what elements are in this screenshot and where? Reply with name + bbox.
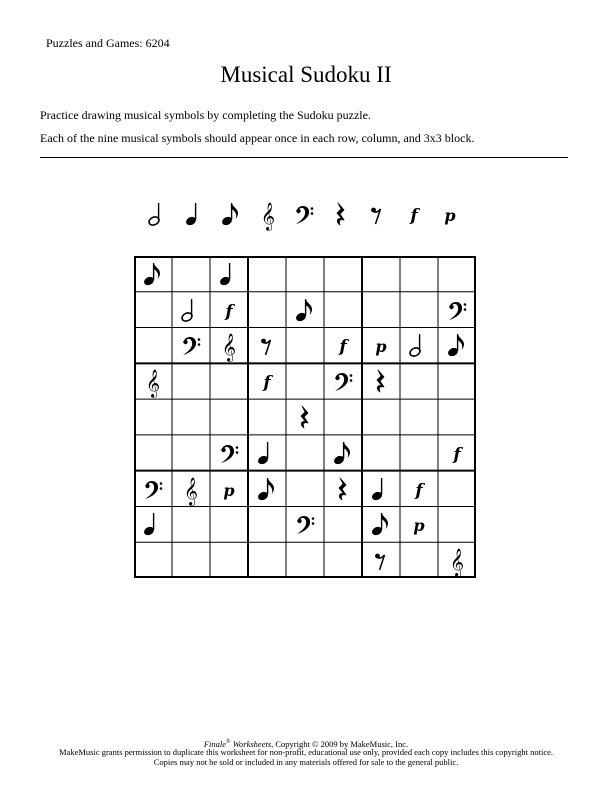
cell-r3-c6 (325, 327, 363, 365)
legend-item-eighth-rest (359, 196, 395, 232)
cell-r5-c4[interactable] (249, 399, 287, 437)
svg-text:𝄞: 𝄞 (449, 548, 465, 577)
cell-r8-c4[interactable] (249, 506, 287, 544)
piano-icon (363, 327, 399, 363)
cell-r1-c7[interactable] (363, 256, 401, 294)
finale-brand: Finale (203, 738, 227, 749)
cell-r8-c6[interactable] (325, 506, 363, 544)
cell-r4-c6 (325, 363, 363, 401)
cell-r7-c1 (135, 471, 173, 509)
svg-text:p: p (375, 337, 387, 357)
worksheets-word: Worksheets (230, 738, 272, 749)
legend-item-quarter-note (177, 196, 213, 232)
cell-r1-c5[interactable] (287, 256, 325, 294)
svg-text:p: p (444, 206, 456, 225)
cell-r9-c4[interactable] (249, 542, 287, 580)
half-note-icon (401, 327, 437, 363)
bass-clef-icon (439, 292, 475, 328)
cell-r7-c6 (325, 471, 363, 509)
cell-r9-c3[interactable] (211, 542, 249, 580)
forte-icon (439, 435, 475, 471)
sudoku-cells (134, 256, 476, 578)
cell-r2-c3 (211, 292, 249, 330)
cell-r5-c5 (287, 399, 325, 437)
svg-text:f: f (415, 480, 423, 501)
quarter-note-icon (249, 435, 285, 471)
cell-r6-c8[interactable] (401, 435, 439, 473)
quarter-note-icon (135, 506, 171, 542)
forte-icon (211, 292, 247, 328)
half-note-icon (140, 196, 176, 232)
sale-notice: Copies may not be sold or included in any materials offered for sale to the general public. (153, 757, 459, 767)
bass-clef-icon (135, 471, 171, 507)
cell-r9-c6[interactable] (325, 542, 363, 580)
piano-icon (432, 196, 468, 232)
legend-item-eighth-note (213, 196, 249, 232)
cell-r6-c5[interactable] (287, 435, 325, 473)
cell-r7-c7 (363, 471, 401, 509)
cell-r4-c8[interactable] (401, 363, 439, 401)
bass-clef-icon (287, 506, 323, 542)
cell-r5-c3[interactable] (211, 399, 249, 437)
cell-r4-c2[interactable] (173, 363, 211, 401)
registered-mark: ® (226, 739, 231, 745)
bass-clef-icon (211, 435, 247, 471)
cell-r6-c6 (325, 435, 363, 473)
cell-r8-c1 (135, 506, 173, 544)
page-title: Musical Sudoku II (220, 62, 392, 87)
cell-r8-c7 (363, 506, 401, 544)
bass-clef-icon (173, 327, 209, 363)
cell-r1-c1 (135, 256, 173, 294)
quarter-rest-icon (325, 471, 361, 507)
cell-r9-c8[interactable] (401, 542, 439, 580)
cell-r7-c9[interactable] (439, 471, 477, 509)
cell-r9-c1[interactable] (135, 542, 173, 580)
svg-text:f: f (263, 373, 271, 394)
cell-r1-c9[interactable] (439, 256, 477, 294)
cell-r4-c3[interactable] (211, 363, 249, 401)
cell-r4-c4 (249, 363, 287, 401)
cell-r8-c9[interactable] (439, 506, 477, 544)
cell-r9-c5[interactable] (287, 542, 325, 580)
cell-r2-c5 (287, 292, 325, 330)
eighth-rest-icon (249, 327, 285, 363)
svg-text:𝄞: 𝄞 (221, 333, 237, 362)
worksheet-code: Puzzles and Games: 6204 (46, 36, 170, 50)
cell-r1-c6[interactable] (325, 256, 363, 294)
legend-item-half-note (140, 196, 176, 232)
forte-icon (401, 471, 437, 507)
cell-r1-c8[interactable] (401, 256, 439, 294)
treble-clef-icon (173, 471, 209, 507)
cell-r8-c8 (401, 506, 439, 544)
svg-text:f: f (409, 206, 418, 226)
svg-text:𝄞: 𝄞 (145, 369, 161, 398)
cell-r3-c7 (363, 327, 401, 365)
eighth-note-icon (325, 435, 361, 471)
cell-r9-c7 (363, 542, 401, 580)
cell-r2-c9 (439, 292, 477, 330)
cell-r3-c5[interactable] (287, 327, 325, 365)
cell-r5-c7[interactable] (363, 399, 401, 437)
eighth-note-icon (287, 292, 323, 328)
cell-r5-c1[interactable] (135, 399, 173, 437)
instruction-line-1: Practice drawing musical symbols by completing the Sudoku puzzle. (40, 108, 371, 122)
cell-r6-c3 (211, 435, 249, 473)
cell-r4-c9[interactable] (439, 363, 477, 401)
cell-r2-c6[interactable] (325, 292, 363, 330)
cell-r9-c9 (439, 542, 477, 580)
cell-r3-c8 (401, 327, 439, 365)
cell-r4-c7 (363, 363, 401, 401)
permission-notice: MakeMusic grants permission to duplicate this worksheet for non-profit, educational use only, provided each copy includes this copyright notice. (59, 747, 553, 757)
svg-text:f: f (225, 301, 233, 322)
svg-text:𝄞: 𝄞 (260, 202, 275, 230)
cell-r1-c4[interactable] (249, 256, 287, 294)
cell-r3-c4 (249, 327, 287, 365)
piano-icon (211, 471, 247, 507)
cell-r4-c5[interactable] (287, 363, 325, 401)
cell-r3-c9 (439, 327, 477, 365)
quarter-note-icon (211, 256, 247, 292)
divider-line (40, 157, 568, 158)
treble-clef-icon (135, 363, 171, 399)
eighth-note-icon (439, 327, 475, 363)
cell-r5-c2[interactable] (173, 399, 211, 437)
cell-r6-c7[interactable] (363, 435, 401, 473)
eighth-note-icon (213, 196, 249, 232)
cell-r3-c1[interactable] (135, 327, 173, 365)
cell-r7-c8 (401, 471, 439, 509)
legend-item-piano (432, 196, 468, 232)
copyright-text: , Copyright © 2009 by MakeMusic, Inc. (271, 738, 409, 749)
cell-r2-c1[interactable] (135, 292, 173, 330)
cell-r8-c2[interactable] (173, 506, 211, 544)
eighth-note-icon (363, 506, 399, 542)
treble-clef-icon (439, 542, 475, 578)
svg-text:f: f (453, 444, 461, 465)
cell-r3-c2 (173, 327, 211, 365)
cell-r2-c2 (173, 292, 211, 330)
legend-item-bass-clef (286, 196, 322, 232)
treble-clef-icon (250, 196, 286, 232)
svg-text:p: p (223, 480, 235, 500)
cell-r7-c2 (173, 471, 211, 509)
cell-r7-c5[interactable] (287, 471, 325, 509)
cell-r1-c2[interactable] (173, 256, 211, 294)
cell-r9-c2[interactable] (173, 542, 211, 580)
quarter-rest-icon (323, 196, 359, 232)
cell-r3-c3 (211, 327, 249, 365)
cell-r6-c4 (249, 435, 287, 473)
piano-icon (401, 506, 437, 542)
eighth-rest-icon (359, 196, 395, 232)
cell-r2-c4[interactable] (249, 292, 287, 330)
cell-r5-c8[interactable] (401, 399, 439, 437)
forte-icon (325, 327, 361, 363)
bass-clef-icon (325, 363, 361, 399)
cell-r2-c7[interactable] (363, 292, 401, 330)
cell-r5-c6[interactable] (325, 399, 363, 437)
svg-text:p: p (413, 516, 425, 536)
forte-icon (396, 196, 432, 232)
eighth-note-icon (135, 256, 171, 292)
svg-text:f: f (339, 337, 347, 358)
cell-r2-c8[interactable] (401, 292, 439, 330)
quarter-rest-icon (287, 399, 323, 435)
cell-r8-c3[interactable] (211, 506, 249, 544)
eighth-note-icon (249, 471, 285, 507)
cell-r1-c3 (211, 256, 249, 294)
legend-item-forte (396, 196, 432, 232)
cell-r6-c9 (439, 435, 477, 473)
bass-clef-icon (286, 196, 322, 232)
cell-r7-c3 (211, 471, 249, 509)
cell-r7-c4 (249, 471, 287, 509)
legend-item-treble-clef (250, 196, 286, 232)
cell-r4-c1 (135, 363, 173, 401)
svg-text:𝄞: 𝄞 (183, 476, 199, 505)
forte-icon (249, 363, 285, 399)
eighth-rest-icon (363, 542, 399, 578)
treble-clef-icon (211, 327, 247, 363)
half-note-icon (173, 292, 209, 328)
legend-item-quarter-rest (323, 196, 359, 232)
quarter-note-icon (177, 196, 213, 232)
cell-r8-c5 (287, 506, 325, 544)
cell-r6-c2[interactable] (173, 435, 211, 473)
cell-r6-c1[interactable] (135, 435, 173, 473)
quarter-note-icon (363, 471, 399, 507)
cell-r5-c9[interactable] (439, 399, 477, 437)
quarter-rest-icon (363, 363, 399, 399)
instruction-line-2: Each of the nine musical symbols should appear once in each row, column, and 3x3 block. (40, 131, 475, 145)
